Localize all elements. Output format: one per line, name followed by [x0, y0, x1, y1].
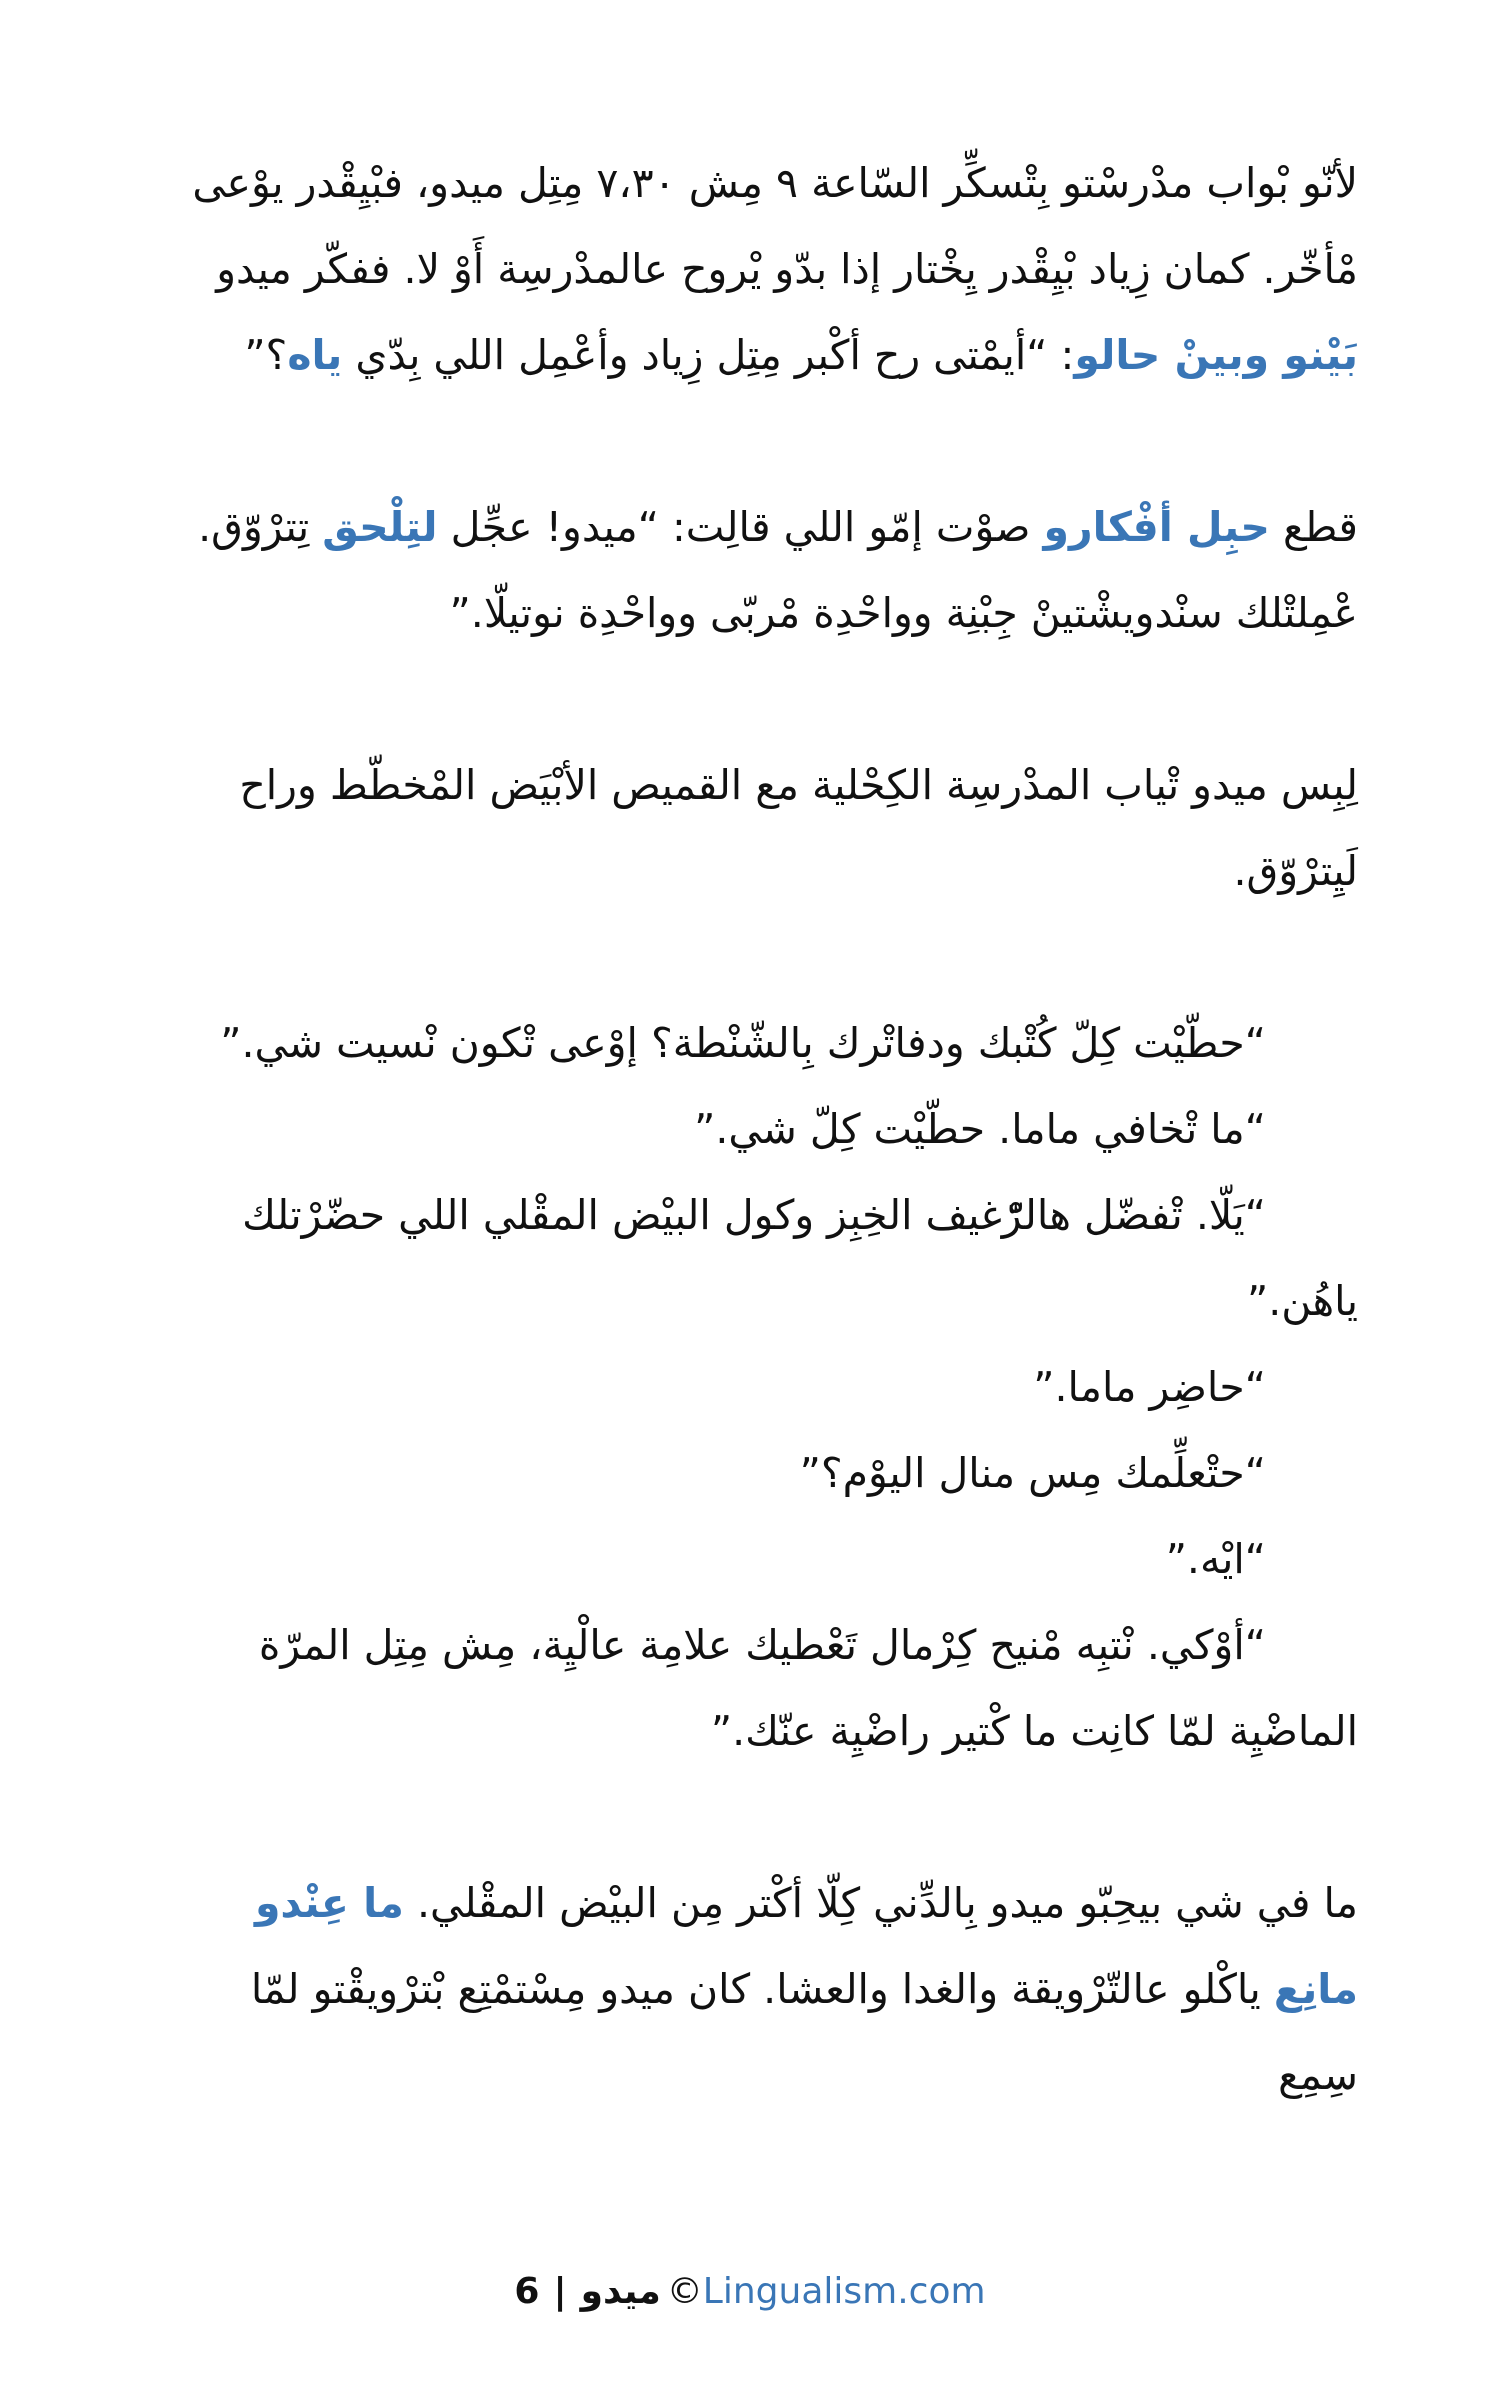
paragraph-4	[160, 1860, 1358, 2118]
paragraph-1-text-b: : “أيمْتى رح أكْبر مِتِل زِياد وأعْمِل اللي بِدّي	[342, 331, 1075, 379]
dialogue-line: “أوْكي. نْتبِه مْنيح كِرْمال تَعْطيك علامِة عالْيِة، مِش مِتِل المرّة الماضْيِة لمّا كانِت ما كْتير راضْيِة عنّك.”	[258, 1621, 1358, 1755]
dialogue-line: “ايْه.”	[1165, 1535, 1266, 1583]
paragraph-2	[160, 484, 1358, 656]
dialogue-line: “حطّيْت كِلّ كُتْبك ودفاتْرك بِالشّنْطة؟ إوْعى تْكون نْسيت شي.”	[220, 1019, 1266, 1067]
vocab-highlight-baynu-wbayn-halu: بَيْنو وبينْ حالو	[1074, 331, 1358, 379]
vocab-highlight-habl-afkaru: حبِل أفْكارو	[1043, 503, 1270, 551]
page-number: 6	[514, 2271, 540, 2312]
vocab-highlight-latilhaq: لتِلْحق	[322, 503, 438, 551]
dialogue-block	[160, 1000, 1358, 1774]
footer-separator: |	[553, 2271, 567, 2312]
vocab-highlight-yah: ياه	[287, 331, 343, 379]
paragraph-3: لِبِس ميدو تْياب المدْرسِة الكِحْلية مع القميص الأبْيَض المْخطّط وراح لَيِترْوّق.	[239, 761, 1358, 895]
paragraph-4-text-b: ياكْلو عالتّرْويقة والغدا والعشا. كان ميدو مِسْتمْتِع بْترْويقْتو لمّا سِمِع	[250, 1965, 1358, 2099]
dialogue-line: “يَلّا. تْفضّل هالرّْغيف الخِبِز وكول البيْض المقْلي اللي حضّرْتلك ياهُن.”	[242, 1191, 1358, 1325]
paragraph-2-text-a: قطع	[1269, 503, 1358, 551]
paragraph-4-text-a: ما في شي بيحِبّو ميدو بِالدِّني كِلّا أكْتر مِن البيْض المقْلي.	[403, 1879, 1358, 1927]
site-link[interactable]: Lingualism.com	[702, 2271, 986, 2312]
page-footer	[0, 2262, 1500, 2322]
dialogue-line: “حاضِر ماما.”	[1033, 1363, 1266, 1411]
paragraph-2-text-b: صوْت إمّو اللي قالِت: “ميدو! عجِّل	[437, 503, 1044, 551]
book-title: ميدو	[580, 2271, 661, 2312]
vocab-highlight-ma-indu-manie: ما عِنْدو مانِع	[254, 1879, 1358, 2013]
paragraph-2-text-c: تِترْوّق. عْمِلتْلك سنْدويشْتينْ جِبْنِة وواحْدِة مْربّى وواحْدِة نوتيلّا.”	[198, 503, 1358, 637]
dialogue-line: “حتْعلِّمك مِس منال اليوْم؟”	[799, 1449, 1266, 1497]
dialogue-line: “ما تْخافي ماما. حطّيْت كِلّ شي.”	[694, 1105, 1266, 1153]
paragraph-1-text-a: لأنّو بْواب مدْرسْتو بِتْسكِّر السّاعة ٩ مِش ٧،٣٠ مِتِل ميدو، فبْيِقْدر يوْعى مْأخّر. كمان زِياد بْيِقْدر يِخْتار إذا بدّو يْروح عالمدْرسِة أَوْ لا. ففكّر ميدو	[192, 159, 1358, 293]
story-page	[160, 140, 1358, 2204]
copyright-symbol: ©	[666, 2271, 703, 2312]
paragraph-1	[160, 140, 1358, 398]
paragraph-1-text-c: ؟”	[244, 331, 288, 379]
